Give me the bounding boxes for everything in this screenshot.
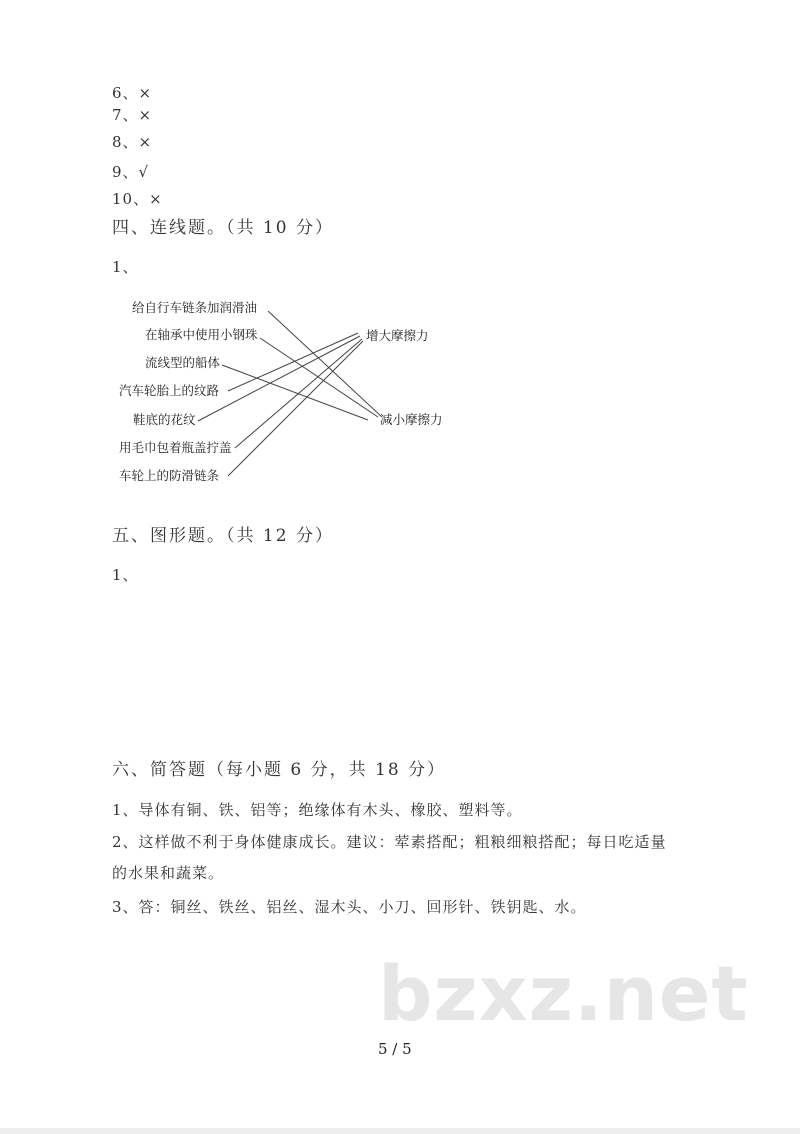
page-edge: [0, 1128, 800, 1134]
answer-line: 1、导体有铜、铁、铝等；绝缘体有木头、橡胶、塑料等。: [112, 801, 523, 819]
match-line: [260, 338, 378, 417]
match-line: [268, 311, 382, 417]
answer-9: 9、√: [112, 163, 150, 181]
left-item: 用毛巾包着瓶盖拧盖: [119, 440, 232, 455]
match-line: [222, 365, 368, 420]
answer-line: 3、答：铜丝、铁丝、铝丝、湿木头、小刀、回形针、铁钥匙、水。: [112, 898, 587, 916]
left-item: 车轮上的防滑链条: [119, 468, 220, 483]
watermark: bzxz.net: [378, 949, 749, 1038]
left-item: 鞋底的花纹: [133, 412, 196, 427]
section4-title: 四、连线题。（共 10 分）: [112, 218, 334, 238]
section5-q1-label: 1、: [112, 566, 139, 584]
left-item: 给自行车链条加润滑油: [132, 300, 258, 315]
answer-10: 10、×: [112, 190, 163, 208]
right-item-decrease: 减小摩擦力: [380, 412, 443, 427]
left-item: 在轴承中使用小钢珠: [145, 327, 258, 342]
answer-line: 的水果和蔬菜。: [112, 864, 225, 882]
left-item: 汽车轮胎上的纹路: [119, 383, 220, 398]
page-number: 5 / 5: [378, 1040, 412, 1058]
section4-q1-label: 1、: [112, 258, 139, 276]
section6-title: 六、简答题（每小题 6 分，共 18 分）: [112, 760, 447, 780]
section5-title: 五、图形题。（共 12 分）: [112, 526, 334, 546]
answer-6: 6、×: [112, 84, 153, 102]
right-item-increase: 增大摩擦力: [366, 328, 429, 343]
answer-7: 7、×: [112, 106, 153, 124]
left-item: 流线型的船体: [145, 355, 221, 370]
answer-8: 8、×: [112, 133, 153, 151]
answer-line: 2、这样做不利于身体健康成长。建议：荤素搭配；粗粮细粮搭配；每日吃适量: [112, 833, 667, 851]
